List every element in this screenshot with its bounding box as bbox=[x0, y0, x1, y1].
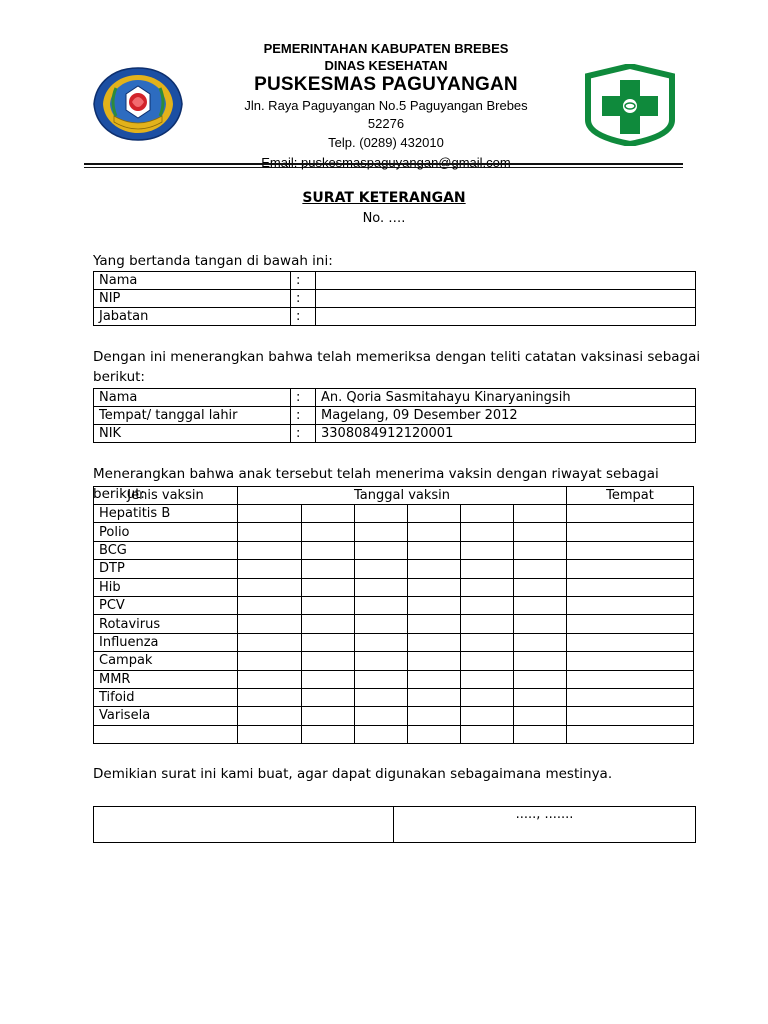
child-name-value[interactable]: An. Qoria Sasmitahayu Kinaryaningsih bbox=[316, 389, 696, 407]
field-label: NIP bbox=[94, 290, 291, 308]
signature-place-date[interactable]: ....., ....... bbox=[394, 807, 696, 843]
signatory-position-field[interactable] bbox=[316, 308, 696, 326]
table-row bbox=[94, 407, 696, 425]
vaccine-date-cell[interactable] bbox=[302, 688, 355, 706]
vaccine-date-cell[interactable] bbox=[514, 670, 567, 688]
column-header-vaccine: Jenis vaksin bbox=[94, 487, 238, 505]
vaccine-place-cell[interactable] bbox=[567, 633, 694, 651]
vaccine-date-cell[interactable] bbox=[238, 688, 302, 706]
field-label: Nama bbox=[94, 389, 291, 407]
intro-text: Yang bertanda tangan di bawah ini: bbox=[93, 253, 333, 269]
field-colon: : bbox=[291, 290, 316, 308]
vaccine-date-cell[interactable] bbox=[302, 615, 355, 633]
field-label: Jabatan bbox=[94, 308, 291, 326]
vaccine-date-cell[interactable] bbox=[514, 725, 567, 743]
letterhead-divider bbox=[84, 163, 683, 165]
table-row bbox=[94, 688, 694, 706]
vaccine-date-cell[interactable] bbox=[514, 596, 567, 614]
letterhead-divider-thin bbox=[84, 167, 683, 168]
field-colon: : bbox=[291, 425, 316, 443]
vaccine-place-cell[interactable] bbox=[567, 541, 694, 559]
vaccine-place-cell[interactable] bbox=[567, 578, 694, 596]
vaccine-place-cell[interactable] bbox=[567, 725, 694, 743]
vaccine-date-cell[interactable] bbox=[238, 633, 302, 651]
table-row bbox=[94, 425, 696, 443]
vaccine-date-cell[interactable] bbox=[514, 707, 567, 725]
vaccine-date-cell[interactable] bbox=[408, 560, 461, 578]
vaccine-date-cell[interactable] bbox=[461, 505, 514, 523]
child-birth-value[interactable]: Magelang, 09 Desember 2012 bbox=[316, 407, 696, 425]
vaccine-date-cell[interactable] bbox=[461, 523, 514, 541]
statement-line: Dengan ini menerangkan bahwa telah memeriksa dengan teliti catatan vaksinasi sebagai bbox=[93, 349, 701, 365]
child-nik-value[interactable]: 3308084912120001 bbox=[316, 425, 696, 443]
field-label: Nama bbox=[94, 272, 291, 290]
vaccine-date-cell[interactable] bbox=[514, 652, 567, 670]
vaccine-date-cell[interactable] bbox=[302, 652, 355, 670]
vaccine-date-cell[interactable] bbox=[355, 725, 408, 743]
vaccine-date-cell[interactable] bbox=[302, 633, 355, 651]
vaccine-date-cell[interactable] bbox=[461, 541, 514, 559]
table-row bbox=[94, 596, 694, 614]
vaccine-date-cell[interactable] bbox=[408, 523, 461, 541]
letterhead bbox=[0, 0, 768, 170]
vaccine-place-cell[interactable] bbox=[567, 707, 694, 725]
vaccine-intro-text: Menerangkan bahwa anak tersebut telah menerima vaksin dengan riwayat sebagai berikut: bbox=[93, 466, 659, 502]
vaccine-place-cell[interactable] bbox=[567, 505, 694, 523]
postal-code: 52276 bbox=[367, 116, 405, 131]
signature-left-cell[interactable] bbox=[94, 807, 394, 843]
vaccine-place-cell[interactable] bbox=[567, 523, 694, 541]
vaccine-place-cell[interactable] bbox=[567, 670, 694, 688]
table-row bbox=[94, 807, 696, 843]
statement-line: berikut: bbox=[93, 369, 145, 385]
column-header-place: Tempat bbox=[567, 487, 694, 505]
vaccine-date-cell[interactable] bbox=[514, 505, 567, 523]
vaccine-date-cell[interactable] bbox=[461, 725, 514, 743]
vaccine-date-cell[interactable] bbox=[408, 615, 461, 633]
vaccine-date-cell[interactable] bbox=[408, 578, 461, 596]
field-colon: : bbox=[291, 407, 316, 425]
vaccine-date-cell[interactable] bbox=[514, 578, 567, 596]
vaccine-date-cell[interactable] bbox=[302, 523, 355, 541]
vaccine-name: Hib bbox=[94, 578, 238, 596]
vaccine-date-cell[interactable] bbox=[461, 633, 514, 651]
vaccine-date-cell[interactable] bbox=[408, 688, 461, 706]
table-row bbox=[94, 652, 694, 670]
table-row bbox=[94, 670, 694, 688]
vaccine-date-cell[interactable] bbox=[514, 633, 567, 651]
closing-text: Demikian surat ini kami buat, agar dapat digunakan sebagaimana mestinya. bbox=[93, 766, 613, 782]
vaccine-date-cell[interactable] bbox=[408, 707, 461, 725]
table-row bbox=[94, 308, 696, 326]
vaccine-date-cell[interactable] bbox=[461, 596, 514, 614]
vaccine-name: BCG bbox=[94, 541, 238, 559]
table-header-row bbox=[94, 487, 694, 505]
vaccine-date-cell[interactable] bbox=[238, 578, 302, 596]
vaccine-date-cell[interactable] bbox=[514, 523, 567, 541]
signatory-name-field[interactable] bbox=[316, 272, 696, 290]
vaccine-date-cell[interactable] bbox=[514, 615, 567, 633]
department-name: DINAS KESEHATAN bbox=[324, 58, 448, 73]
vaccine-date-cell[interactable] bbox=[355, 578, 408, 596]
government-name: PEMERINTAHAN KABUPATEN BREBES bbox=[263, 41, 509, 56]
puskesmas-cross-icon bbox=[584, 64, 676, 146]
vaccine-date-cell[interactable] bbox=[408, 725, 461, 743]
table-row bbox=[94, 578, 694, 596]
vaccine-place-cell[interactable] bbox=[567, 596, 694, 614]
vaccine-place-cell[interactable] bbox=[567, 615, 694, 633]
vaccine-date-cell[interactable] bbox=[408, 596, 461, 614]
vaccine-name: Polio bbox=[94, 523, 238, 541]
vaccine-date-cell[interactable] bbox=[408, 670, 461, 688]
field-label: Tempat/ tanggal lahir bbox=[94, 407, 291, 425]
field-label: NIK bbox=[94, 425, 291, 443]
vaccine-date-cell[interactable] bbox=[238, 725, 302, 743]
table-row bbox=[94, 707, 694, 725]
institution-name: PUSKESMAS PAGUYANGAN bbox=[254, 74, 518, 95]
signatory-nip-field[interactable] bbox=[316, 290, 696, 308]
table-row bbox=[94, 541, 694, 559]
signatory-table bbox=[93, 271, 696, 326]
vaccine-date-cell[interactable] bbox=[302, 541, 355, 559]
vaccine-date-cell[interactable] bbox=[461, 578, 514, 596]
vaccine-date-cell[interactable] bbox=[302, 505, 355, 523]
vaccine-date-cell[interactable] bbox=[355, 505, 408, 523]
vaccine-date-cell[interactable] bbox=[408, 652, 461, 670]
vaccine-date-cell[interactable] bbox=[355, 615, 408, 633]
table-row bbox=[94, 389, 696, 407]
vaccine-date-cell[interactable] bbox=[461, 615, 514, 633]
vaccine-date-cell[interactable] bbox=[514, 541, 567, 559]
table-row bbox=[94, 272, 696, 290]
signature-table bbox=[93, 806, 696, 843]
vaccine-date-cell[interactable] bbox=[355, 541, 408, 559]
vaccine-place-cell[interactable] bbox=[567, 688, 694, 706]
vaccine-name: Influenza bbox=[94, 633, 238, 651]
address-line: Jln. Raya Paguyangan No.5 Paguyangan Brebes bbox=[244, 98, 528, 113]
table-row bbox=[94, 290, 696, 308]
vaccine-date-cell[interactable] bbox=[461, 707, 514, 725]
field-colon: : bbox=[291, 389, 316, 407]
vaccine-date-cell[interactable] bbox=[355, 523, 408, 541]
table-row bbox=[94, 725, 694, 743]
vaccine-name bbox=[94, 725, 238, 743]
child-identity-table bbox=[93, 388, 696, 443]
table-row bbox=[94, 560, 694, 578]
vaccine-date-cell[interactable] bbox=[355, 670, 408, 688]
table-row bbox=[94, 505, 694, 523]
vaccine-date-cell[interactable] bbox=[302, 707, 355, 725]
vaccine-name: Hepatitis B bbox=[94, 505, 238, 523]
vaccine-date-cell[interactable] bbox=[238, 523, 302, 541]
vaccine-name: DTP bbox=[94, 560, 238, 578]
vaccine-date-cell[interactable] bbox=[238, 505, 302, 523]
vaccine-date-cell[interactable] bbox=[302, 725, 355, 743]
vaccine-name: Campak bbox=[94, 652, 238, 670]
vaccine-date-cell[interactable] bbox=[238, 541, 302, 559]
field-colon: : bbox=[291, 272, 316, 290]
vaccine-date-cell[interactable] bbox=[302, 560, 355, 578]
vaccine-date-cell[interactable] bbox=[514, 560, 567, 578]
document-title: SURAT KETERANGAN bbox=[302, 190, 466, 206]
brebes-emblem-icon bbox=[92, 66, 184, 142]
vaccine-history-table bbox=[93, 486, 694, 744]
vaccine-place-cell[interactable] bbox=[567, 560, 694, 578]
vaccine-date-cell[interactable] bbox=[355, 596, 408, 614]
table-row bbox=[94, 615, 694, 633]
vaccine-date-cell[interactable] bbox=[408, 505, 461, 523]
vaccine-rows bbox=[94, 505, 694, 744]
table-row bbox=[94, 633, 694, 651]
vaccine-date-cell[interactable] bbox=[238, 615, 302, 633]
vaccine-name: Tifoid bbox=[94, 688, 238, 706]
vaccine-date-cell[interactable] bbox=[238, 652, 302, 670]
vaccine-date-cell[interactable] bbox=[461, 652, 514, 670]
vaccine-name: PCV bbox=[94, 596, 238, 614]
vaccine-date-cell[interactable] bbox=[238, 707, 302, 725]
vaccine-date-cell[interactable] bbox=[302, 596, 355, 614]
vaccine-name: Varisela bbox=[94, 707, 238, 725]
phone-number: Telp. (0289) 432010 bbox=[328, 135, 444, 150]
vaccine-date-cell[interactable] bbox=[355, 688, 408, 706]
letterhead-text bbox=[200, 40, 572, 173]
vaccine-date-cell[interactable] bbox=[238, 670, 302, 688]
vaccine-date-cell[interactable] bbox=[355, 707, 408, 725]
vaccine-date-cell[interactable] bbox=[408, 541, 461, 559]
vaccine-date-cell[interactable] bbox=[408, 633, 461, 651]
vaccine-date-cell[interactable] bbox=[302, 670, 355, 688]
vaccine-name: MMR bbox=[94, 670, 238, 688]
vaccine-name: Rotavirus bbox=[94, 615, 238, 633]
vaccine-date-cell[interactable] bbox=[461, 670, 514, 688]
vaccine-date-cell[interactable] bbox=[238, 560, 302, 578]
vaccine-date-cell[interactable] bbox=[302, 578, 355, 596]
vaccine-date-cell[interactable] bbox=[355, 633, 408, 651]
vaccine-place-cell[interactable] bbox=[567, 652, 694, 670]
column-header-date: Tanggal vaksin bbox=[238, 487, 567, 505]
vaccine-date-cell[interactable] bbox=[514, 688, 567, 706]
vaccine-date-cell[interactable] bbox=[461, 688, 514, 706]
vaccine-date-cell[interactable] bbox=[355, 560, 408, 578]
vaccine-date-cell[interactable] bbox=[238, 596, 302, 614]
vaccine-date-cell[interactable] bbox=[461, 560, 514, 578]
table-row bbox=[94, 523, 694, 541]
statement-text bbox=[93, 347, 703, 387]
document-number: No. …. bbox=[362, 211, 406, 226]
vaccine-date-cell[interactable] bbox=[355, 652, 408, 670]
field-colon: : bbox=[291, 308, 316, 326]
